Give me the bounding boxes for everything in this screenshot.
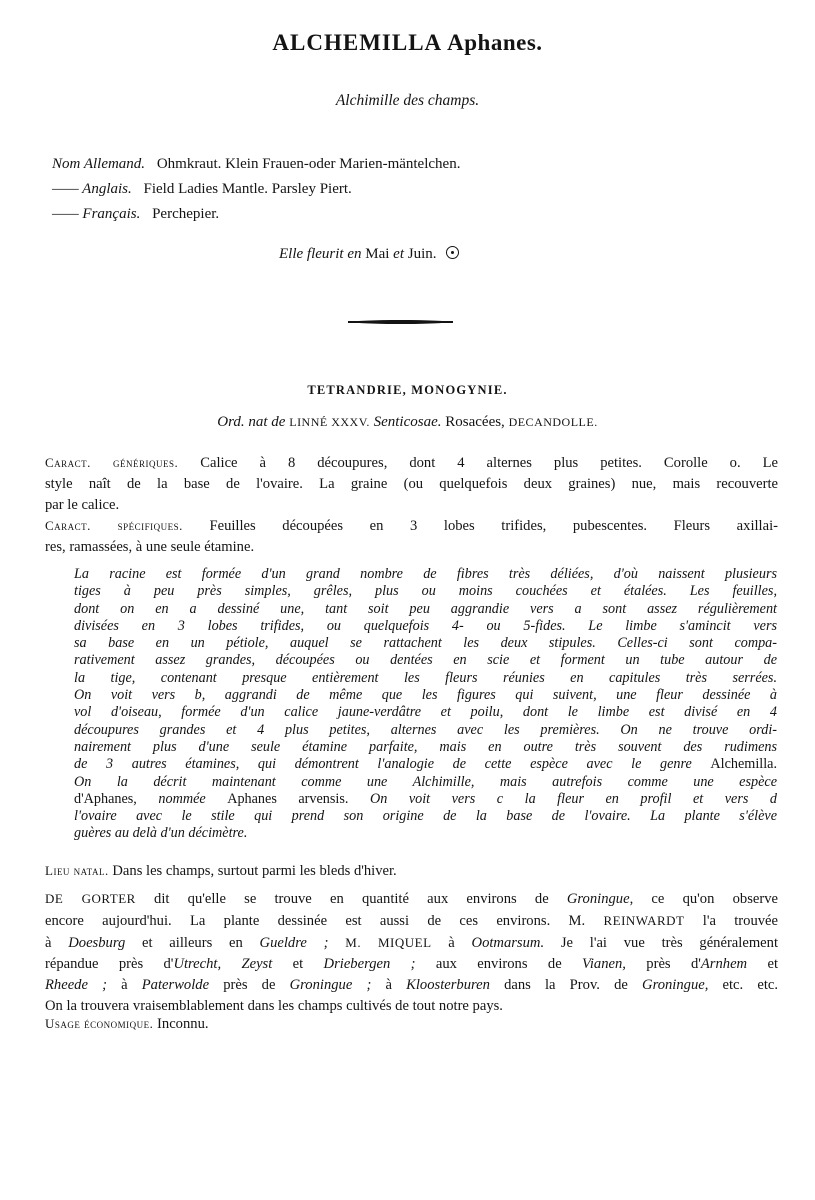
loc-1-a: DE GORTER <box>45 891 136 906</box>
ord-e: DECANDOLLE. <box>508 415 598 429</box>
desc-line-14-e: On voit vers c la fleur en profil et vers d <box>369 790 778 807</box>
loc-1-d: , ce qu'on observe <box>629 891 778 907</box>
ord-d: Rosacées, <box>445 414 505 430</box>
linnaean-class: TETRANDRIE, MONOGYNIE. <box>307 383 508 397</box>
habitat-text: Dans les champs, surtout parmi les bleds d'hiver. <box>112 863 397 879</box>
loc-2-d: l'a trouvée <box>684 913 779 929</box>
generic-line-2: style naît de la base de l'ovaire. La graine (ou quelquefois deux graines) nue, mais recouverte <box>45 476 778 492</box>
habitat-label: Lieu natal. <box>45 863 109 878</box>
loc-3-c: et ailleurs en <box>125 935 260 951</box>
ord-b: LINNÉ XXXV. <box>289 415 370 429</box>
desc-line-1: La racine est formée d'un grand nombre de fibres très déliées, d'où naissent plusieurs <box>74 566 777 582</box>
name-german <box>52 152 460 177</box>
usage-line <box>45 1013 778 1035</box>
name-french <box>52 202 460 227</box>
locality-section <box>45 888 778 1017</box>
loc-4-e: aux environs de <box>415 956 583 972</box>
title-genus: ALCHEMILLA <box>272 30 443 55</box>
name-english-label: —— Anglais. <box>52 181 132 197</box>
habitat-section <box>45 860 778 882</box>
name-english <box>52 177 460 202</box>
desc-line-15: l'ovaire avec le stile qui prend son origine de la base de l'ovaire. La plante s'élève <box>74 808 777 825</box>
ornamental-rule <box>353 320 448 324</box>
loc-4-f: Vianen, <box>582 956 626 972</box>
annual-symbol-icon <box>446 246 459 259</box>
loc-4-h: Arnhem <box>700 956 748 972</box>
desc-line-12-text: de 3 autres étamines, qui démontrent l'analogie de cette espèce avec le genre <box>74 756 692 773</box>
flowering-a: Elle fleurit <box>279 246 344 262</box>
loc-line-2 <box>45 910 778 932</box>
loc-5-a: Rheede ; <box>45 977 107 993</box>
loc-5-d: près de <box>209 977 290 993</box>
desc-line-12 <box>74 756 777 773</box>
specific-text-1: Feuilles découpées en 3 lobes trifides, pubescentes. Fleurs axillai- <box>209 518 779 534</box>
desc-line-14 <box>74 791 777 808</box>
generic-line-1 <box>45 452 778 474</box>
desc-line-13: On la décrit maintenant comme une Alchimille, mais autrefois comme une espèce <box>74 773 777 790</box>
common-names <box>52 152 460 227</box>
desc-line-2: tiges à peu près simples, grêles, plus ou moins couchées et étalées. Les feuilles, <box>74 583 777 600</box>
usage-label: Usage économique. <box>45 1016 154 1031</box>
flowering-period <box>279 245 459 263</box>
loc-1-b: dit qu'elle se trouve en quantité aux environs de <box>135 891 567 907</box>
loc-4-d: Driebergen ; <box>323 956 416 972</box>
loc-3-e: M. MIQUEL <box>328 935 432 950</box>
name-french-value: Perchepier. <box>152 206 220 222</box>
desc-line-5: sa base en un pétiole, auquel se rattachent les deux stipules. Celles-ci sont compa- <box>74 635 777 652</box>
name-german-label: Nom Allemand. <box>52 156 146 172</box>
name-german-value: Ohmkraut. Klein Frauen-oder Marien-mäntelchen. <box>156 156 461 172</box>
loc-3-h: Je l'ai vue très généralement <box>544 935 778 951</box>
genus-word: Alchemilla. <box>710 756 777 773</box>
loc-2-a: encore aujourd'hui. La plante dessinée est aussi de ces environs. <box>45 913 551 929</box>
desc-line-9: vol d'oiseau, formée d'un calice jaune-verdâtre et poilu, dont le limbe est divisé en 4 <box>74 704 777 721</box>
generic-line-3: par le calice. <box>45 497 120 513</box>
desc-line-4: divisées en 3 lobes trifides, ou quelquefois 4- ou 5-fides. Le limbe s'amincit vers <box>74 617 777 634</box>
ord-c: Senticosae. <box>373 414 442 430</box>
desc-line-14-c: nommée <box>158 790 206 807</box>
title-species: Aphanes. <box>447 30 543 55</box>
generic-text-1: Calice à 8 découpures, dont 4 alternes plus petites. Corolle o. Le <box>200 455 779 471</box>
name-french-label: —— Français. <box>52 206 141 222</box>
desc-line-6: rativement assez grandes, découpées ou dentées en scie et forment un tube autour de <box>74 652 777 669</box>
desc-line-14-a: d' <box>74 790 84 807</box>
loc-5-c: Paterwolde <box>141 977 210 993</box>
specific-line-2: res, ramassées, à une seule étamine. <box>45 539 255 555</box>
loc-5-j: etc. etc. <box>708 977 779 993</box>
specific-label: Caract. spécifiques. <box>45 518 183 533</box>
desc-line-16: guères au delà d'un décimètre. <box>74 825 248 842</box>
name-english-value: Field Ladies Mantle. Parsley Piert. <box>143 181 352 197</box>
loc-3-b: Doesburg <box>68 935 126 951</box>
loc-5-g: Kloosterburen <box>406 977 490 993</box>
loc-line-5 <box>45 975 778 996</box>
loc-line-6: On la trouvera vraisemblablement dans les champs cultivés de tout notre pays. <box>45 998 503 1014</box>
loc-1-c: Groningue <box>566 891 630 907</box>
usage-text: Inconnu. <box>157 1016 209 1032</box>
specific-line-1 <box>45 515 778 537</box>
loc-5-f: à <box>371 977 407 993</box>
desc-line-10: découpures grandes et 4 plus petites, alternes avec les premières. On ne trouve ordi- <box>74 721 777 738</box>
desc-line-3: dont on en a dessiné une, tant soit peu aggrandie vers a sont assez régulièrement <box>74 600 777 617</box>
natural-order <box>0 414 815 431</box>
loc-3-g: Ootmarsum. <box>471 935 545 951</box>
loc-line-4 <box>45 954 778 975</box>
specific-characters <box>45 515 778 558</box>
loc-5-h: dans la Prov. de <box>489 977 643 993</box>
flowering-c: Mai <box>365 246 390 262</box>
usage-section <box>45 1013 778 1035</box>
flowering-b: en <box>347 246 362 262</box>
loc-3-d: Gueldre ; <box>259 935 329 951</box>
loc-3-f: à <box>431 935 472 951</box>
page-title <box>0 30 815 56</box>
generic-label: Caract. génériques. <box>45 455 179 470</box>
loc-line-1 <box>45 888 778 910</box>
ord-a: Ord. nat de <box>217 414 286 430</box>
desc-line-14-b: Aphanes, <box>83 790 137 807</box>
loc-line-3 <box>45 932 778 954</box>
loc-2-c: REINWARDT <box>603 913 685 928</box>
desc-line-14-d: Aphanes arvensis. <box>227 790 349 807</box>
desc-line-8: On voit vers b, aggrandi de même que les figures qui suivent, une fleur dessinée à <box>74 687 777 704</box>
loc-4-c: et <box>272 956 324 972</box>
loc-4-b: Utrecht, Zeyst <box>173 956 273 972</box>
desc-line-11: nairement plus d'une seule étamine parfaite, mais en outre très souvent des rudimens <box>74 738 777 755</box>
habitat-line <box>45 860 778 882</box>
subtitle: Alchimille des champs. <box>335 92 480 109</box>
loc-3-a: à <box>45 935 69 951</box>
flowering-d: et <box>393 246 404 262</box>
loc-5-b: à <box>106 977 142 993</box>
description-paragraph <box>74 566 777 843</box>
loc-4-a: répandue près d' <box>45 956 174 972</box>
desc-line-7: la tige, contenant presque entièrement les fleurs réunies en capitules très serrées. <box>74 669 777 686</box>
generic-characters <box>45 452 778 516</box>
loc-5-e: Groningue ; <box>289 977 372 993</box>
loc-5-i: Groningue, <box>642 977 709 993</box>
flowering-e: Juin. <box>407 246 437 262</box>
loc-4-i: et <box>747 956 778 972</box>
loc-4-g: près d' <box>625 956 701 972</box>
loc-2-b: M. <box>550 913 604 929</box>
